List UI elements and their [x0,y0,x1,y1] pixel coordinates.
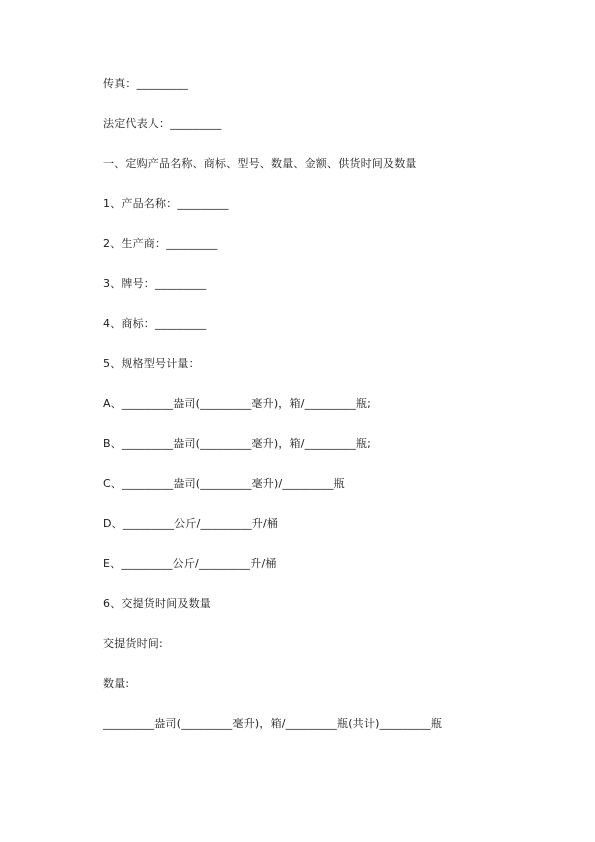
delivery-heading: 6、交提货时间及数量 [103,597,211,610]
section-heading-1: 一、定购产品名称、商标、型号、数量、金额、供货时间及数量 [103,157,417,170]
spec-measure-heading: 5、规格型号计量： [103,357,200,370]
trademark-line: 4、商标：_________ [103,317,207,330]
product-name-line: 1、产品名称：_________ [103,197,229,210]
legal-representative-line: 法定代表人：_________ [103,117,222,130]
brand-number-line: 3、牌号：_________ [103,277,207,290]
spec-item-c: C、_________盎司(_________毫升)/_________瓶 [103,477,345,490]
fax-line: 传真：_________ [103,77,188,90]
spec-item-d: D、_________公斤/_________升/桶 [103,517,279,530]
quantity-detail-line: _________盎司(_________毫升)，箱/_________瓶(共计)_________瓶 [103,717,443,730]
delivery-time-label: 交提货时间: [103,637,163,650]
spec-item-a: A、_________盎司(_________毫升)，箱/_________瓶; [103,397,372,410]
manufacturer-line: 2、生产商：_________ [103,237,218,250]
spec-item-e: E、_________公斤/_________升/桶 [103,557,277,570]
spec-item-b: B、_________盎司(_________毫升)，箱/_________瓶; [103,437,372,450]
quantity-label: 数量: [103,677,130,690]
